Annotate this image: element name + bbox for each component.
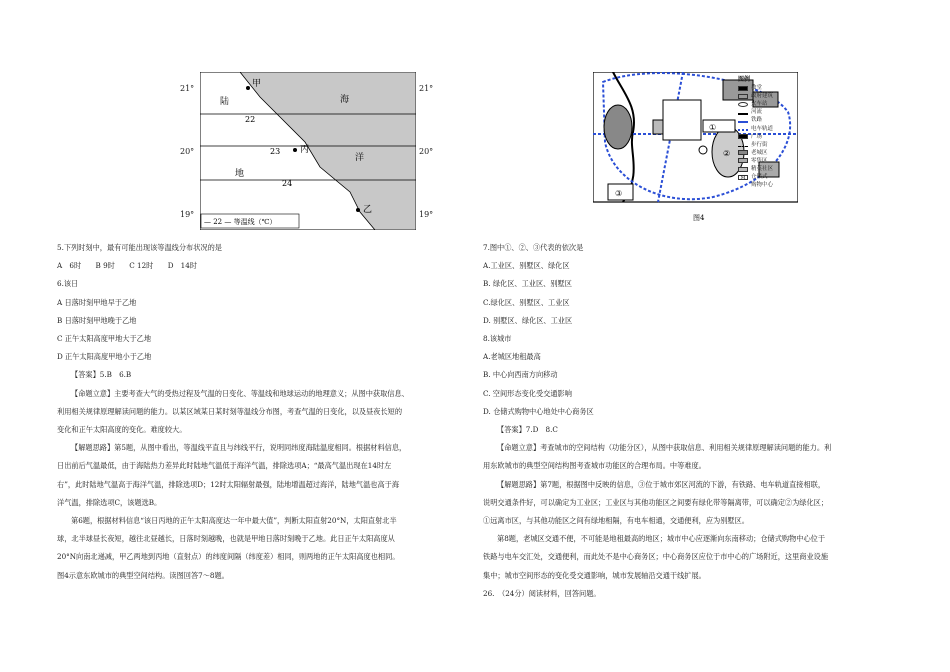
legend-retail: 零售区 [751,157,768,164]
analysis-line-1: 【解题思路】第5题，从图中看出，等温线平直且与纬线平行，说明同纬度海陆温度相同。根据材料信息， [71,443,407,453]
analysis-7-line-1: 【解题思路】第7题，根据图中反映的信息，③位于城市郊区河流的下游，有铁路、电车轨道直接相联， [497,479,826,489]
analysis-7-line-3: ①远离市区，与其他功能区之间有绿地相隔，有电车相通，交通便利，应为别墅区。 [483,516,749,526]
city-map-legend [738,76,818,189]
analysis-line-7: 20°N向南北递减，甲乙两地到丙地（直射点）的纬度间隔（纬度差）相同，则两地的正午太阳高度也相同。 [57,552,400,562]
label-yang: 洋 [355,153,365,163]
q8-stem: 8.该城市 [483,334,512,344]
q5-options: A 6时 B 9时 C 12时 D 14时 [57,261,197,271]
q6-option-c: C 正午太阳高度甲地大于乙地 [57,334,152,344]
q6-option-d: D 正午太阳高度甲地小于乙地 [57,352,152,362]
analysis-line-4: 洋气温，排除选项C，该题选B。 [57,497,162,507]
label-yi: 乙 [363,205,373,215]
q7-option-d: D. 别墅区、绿化区、工业区 [483,315,573,325]
figure4-caption: 图4 [693,214,705,222]
old-town-icon [738,150,748,155]
pedestrian-street-icon [738,142,748,147]
legend-square: 广场 [751,133,763,140]
figure4-intro: 图4示意东欧城市的典型空间结构。读图回答7～8题。 [57,570,229,580]
lat-label-21-left: 21° [180,84,195,93]
lat-label-19-left: 19° [180,210,195,219]
q8-option-d: D. 仓储式购物中心地处中心商务区 [483,406,594,416]
legend-church: 教堂 [751,85,763,92]
label-jia: 甲 [252,79,262,89]
left-question-text [57,239,409,585]
station-icon [699,146,707,154]
analysis-line-3: 右”，此时陆地气温高于海洋气温，排除选项D；12时太阳辐射最强，陆地增温超过海洋，陆地气温也高于海 [57,479,400,489]
zone-1-area [703,120,735,132]
point-yi [356,208,360,212]
warehouse-mall-icon: M [738,175,748,180]
point-jia [246,86,250,90]
q7-option-c: C.绿化区、别墅区、工业区 [483,297,570,307]
zone-label-1: ① [709,123,717,132]
q7-stem: 7.图中①、②、③代表的依次是 [483,243,584,252]
train-station-icon [738,102,748,107]
legend-title: 图例 [738,76,751,83]
zone-label-2: ② [723,149,731,158]
church-icon [738,86,748,91]
legend-pedestrian-street: 步行街 [751,141,768,148]
q6-stem: 6.该日 [57,279,79,289]
analysis-8-line-2: 铁路与电车交汇处，交通便利，而此处不是中心商务区；中心商务区应位于市中心的广场附近，这里商业设施 [483,552,829,562]
tram-icon [738,126,748,131]
right-question-text [483,239,831,603]
q5-stem: 5.下列时刻中，最有可能出现该等温线分布状况的是 [57,243,222,252]
zone-label-3: ③ [615,189,623,198]
isotherm-label-23: 23 [270,147,281,156]
intent-7-8-line-1: 【命题立意】考查城市的空间结构（功能分区），从图中获取信息、利用相关规律原理解读问题的能力。利 [497,443,832,453]
intent-line-2: 利用相关规律原理解读问题的能力。以某区域某日某时刻等温线分布图，考查气温的日变化，以及昼夜长短的 [57,406,403,416]
government-icon [738,94,748,99]
legend-warehouse: 仓储式 [751,174,768,181]
label-bing: 丙 [300,145,310,155]
elite-community-icon [738,167,748,172]
river-icon [738,110,748,115]
label-di: 地 [235,169,245,179]
isotherm-map [200,72,416,230]
intent-7-8-line-2: 用东欧城市的典型空间结构图考查城市功能区的合理布局。中等难度。 [483,461,706,471]
point-bing [293,148,297,152]
legend-elite-community: 精英社区 [751,166,774,173]
old-town [604,105,632,149]
lat-label-19-right: 19° [419,210,434,219]
q7-option-b: B. 绿化区、工业区、别墅区 [483,279,572,289]
intent-line-1: 【命题立意】主要考查大气的受热过程及气温的日变化、等温线和地球运动的地理意义；从图中获取信息、 [71,388,409,398]
legend-railway: 铁路 [751,117,763,124]
label-hai: 海 [340,95,350,105]
answer-7-8: 【答案】7.D 8.C [497,425,558,435]
answer-5-6: 【答案】5.B 6.B [71,370,132,380]
label-lu: 陆 [220,97,230,107]
retail-icon [738,158,748,163]
isotherm-legend: — 22 — 等温线（℃） [204,218,277,226]
railway-icon [738,118,748,123]
legend-shopping-center: 购物中心 [751,182,774,189]
lat-label-21-right: 21° [419,84,434,93]
q8-option-c: C. 空间形态变化受交通影响 [483,388,572,398]
q6-option-a: A 日落时刻甲地早于乙地 [57,297,137,307]
legend-river: 河流 [751,109,763,116]
isotherm-label-24: 24 [282,179,293,188]
q8-option-b: B. 中心向西南方向移动 [483,370,558,380]
analysis-7-line-2: 说明交通条件好，可以确定为工业区；工业区与其他功能区之间要有绿化带等隔离带，可以确定②为绿化区； [483,497,829,507]
zone-block-1 [663,100,701,140]
legend-train-station: 火车站 [751,101,768,108]
legend-government: 政府建筑 [751,93,774,100]
lat-label-20-right: 20° [419,147,434,156]
legend-tram: 电车轨道 [751,125,774,132]
q8-option-a: A.老城区地租最高 [483,352,541,362]
analysis-8-line-3: 集中；城市空间形态的变化受交通影响，城市发展轴沿交通干线扩展。 [483,570,706,580]
analysis-line-2: 日出前后气温最低，由于海陆热力差异此时陆地气温低于海洋气温，排除选项A；“最高气温出现在14时左 [57,461,392,471]
isotherm-label-22: 22 [245,115,256,124]
legend-old-town: 老城区 [751,149,768,156]
q7-option-a: A.工业区、别墅区、绿化区 [483,261,570,271]
q6-option-b: B 日落时刻甲地晚于乙地 [57,315,137,325]
intent-line-3: 变化和正午太阳高度的变化。难度较大。 [57,425,187,435]
analysis-line-6: 球，北半球昼长夜短，越往北昼越长，日落时刻越晚，也就是甲地日落时刻晚于乙地。此日正午太阳高度从 [57,534,395,544]
analysis-line-5: 第6题，根据材料信息“该日丙地的正午太阳高度达一年中最大值”，判断太阳直射20°N，太阳直射北半 [71,516,397,526]
analysis-8-line-1: 第8题，老城区交通不便，不可能是地租最高的地区；城市中心应逐渐向东南移动；仓储式购物中心位于 [497,534,826,544]
square-icon [738,134,748,139]
q26-stem: 26. （24分）阅读材料，回答问题。 [483,588,601,598]
lat-label-20-left: 20° [180,147,195,156]
